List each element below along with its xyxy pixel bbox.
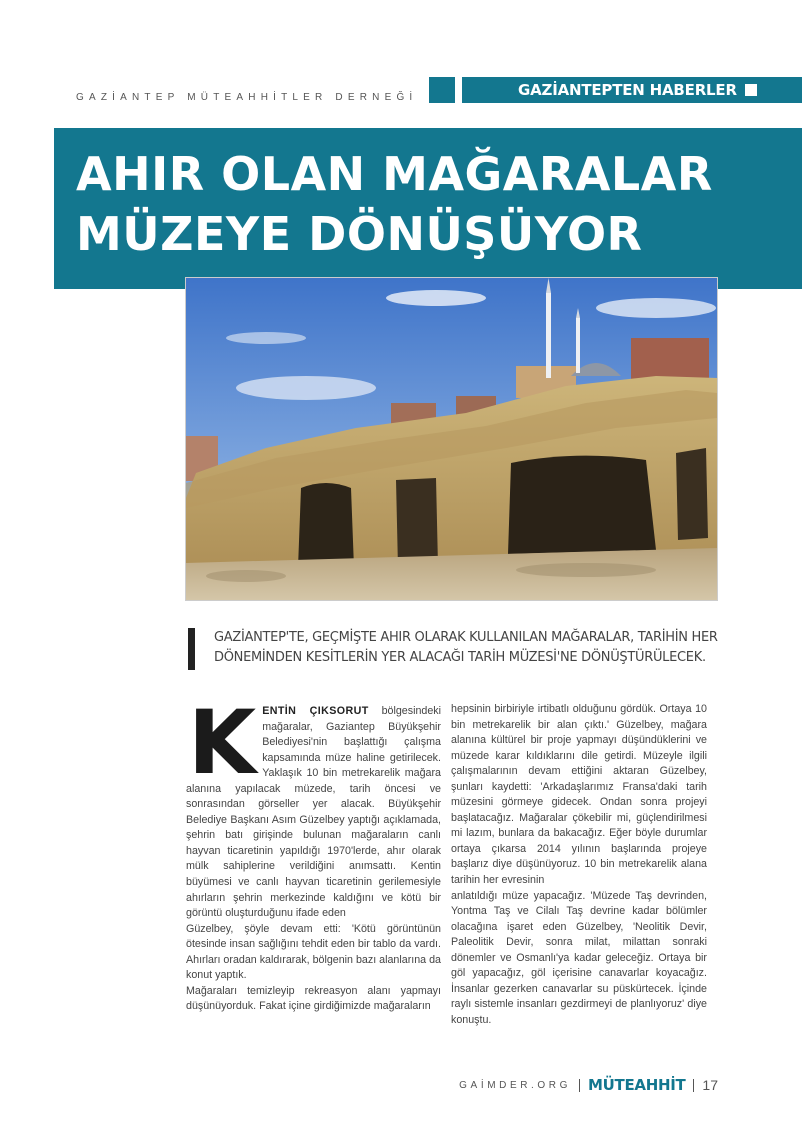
- square-icon: [745, 84, 757, 96]
- article-title-line-2: MÜZEYE DÖNÜŞÜYOR: [76, 207, 643, 261]
- website-link[interactable]: GAİMDER.ORG: [459, 1079, 571, 1091]
- footer-divider: [579, 1079, 580, 1092]
- article-title-line-1: AHIR OLAN MAĞARALAR: [76, 147, 713, 201]
- magazine-logo: MÜTEAHHİT: [588, 1076, 686, 1094]
- section-label: GAZİANTEPTEN HABERLER: [518, 81, 737, 99]
- drop-cap: K: [188, 691, 257, 794]
- article-title: [76, 144, 713, 264]
- page-number: 17: [702, 1077, 718, 1093]
- section-accent-block: [429, 77, 455, 103]
- title-band: [54, 128, 802, 289]
- article-paragraph: Mağaraları temizleyip rekreasyon alanı yapmayı düşünüyorduk. Fakat içine girdiğimizde mağaraların: [186, 984, 441, 1013]
- footer-divider: [693, 1079, 694, 1092]
- article-paragraph: [186, 691, 441, 922]
- article-column-left: [186, 691, 441, 1015]
- article-paragraph: Güzelbey, şöyle devam etti: 'Kötü görüntünün ötesinde insan sağlığını tehdit eden bir tablo da vardı. Ahırları oradan kaldırarak, bölgenin bazı alanlarına da konut yaptık.: [186, 922, 441, 982]
- article-paragraph: anlatıldığı müze yapacağız. 'Müzede Taş devrinden, Yontma Taş ve Cilalı Taş devrine kadar bölümler olacağına işaret eden Güzelbey, 'Neolitik Devir, Paleolitik Devir, sonra milat, milattan sonraki dönemler ve Osmanlı'ya kadar geleceğiz. Ortaya bir göl yapacağız, göl içerisine canavarlar koyacağız. İnsanlar gezerken canavarlar su püskürtecek. İçinde raylı sistemle insanları gezdirmeyi de planlıyoruz' diye konuştu.: [451, 889, 707, 1026]
- article-text: bölgesindeki mağaralar, Gaziantep Büyükşehir Belediyesi'nin başlattığı çalışma kapsamında müze haline getirilecek. Yaklaşık 10 bin metrekarelik mağara alanına yapılacak müzede, tarih öncesi ve sonrasından görseller yer alacak. Büyükşehir Belediye Başkanı Asım Güzelbey yaptığı açıklamada, şehrin batı girişinde bulunan mağaraların canlı hayvan ticaretinin yapıldığı 1970'lerde, ahır olarak mülk sahiplerine verildiğini anımsattı. Kentin büyümesi ve canlı hayvan ticaretinin gerilemesiyle ahırların şehrin merkezinde kaldığını ve kötü bir görüntü oluşturduğunu ifade eden: [186, 705, 441, 920]
- article-paragraph: hepsinin birbiriyle irtibatlı olduğunu gördük. Ortaya 10 bin metrekarelik bir alan çıktı.' Güzelbey, mağara alanına kültürel bir proje yapmayı düşündüklerini ve müzede karar kıldıklarını dile getirdi. Müzeyle ilgili çalışmalarının devam ettiğini aktaran Güzelbey, şunları kaydetti: 'Arkadaşlarımız Fransa'daki tarih müzesini görmeye gidecek. Ondan sonra projeyi başlatacağız. Mağaralar çökebilir mi, güçlendirilmesi mi lazım, bunlara da bakacağız. Eğer böyle durumlar ortaya çıkarsa 2014 yılının başlarında projeye başlarız diye düşünüyoruz. 10 bin metrekarelik alana tarihin her evresinin: [451, 703, 707, 887]
- association-name: GAZİANTEP MÜTEAHHİTLER DERNEĞİ: [76, 92, 418, 103]
- lead-marker: [188, 628, 195, 670]
- article-lead: GAZİANTEP'TE, GEÇMİŞTE AHIR OLARAK KULLANILAN MAĞARALAR, TARİHİN HER DÖNEMİNDEN KESİTLERİN YER ALACAĞI TARİH MÜZESİ'NE DÖNÜŞTÜRÜLECEK.: [214, 630, 718, 665]
- section-bar: [462, 77, 802, 103]
- cave-photo: [185, 277, 718, 601]
- page-footer: [459, 1076, 718, 1094]
- article-column-right: [451, 702, 707, 1028]
- article-opening-words: ENTİN ÇIKSORUT: [262, 705, 369, 717]
